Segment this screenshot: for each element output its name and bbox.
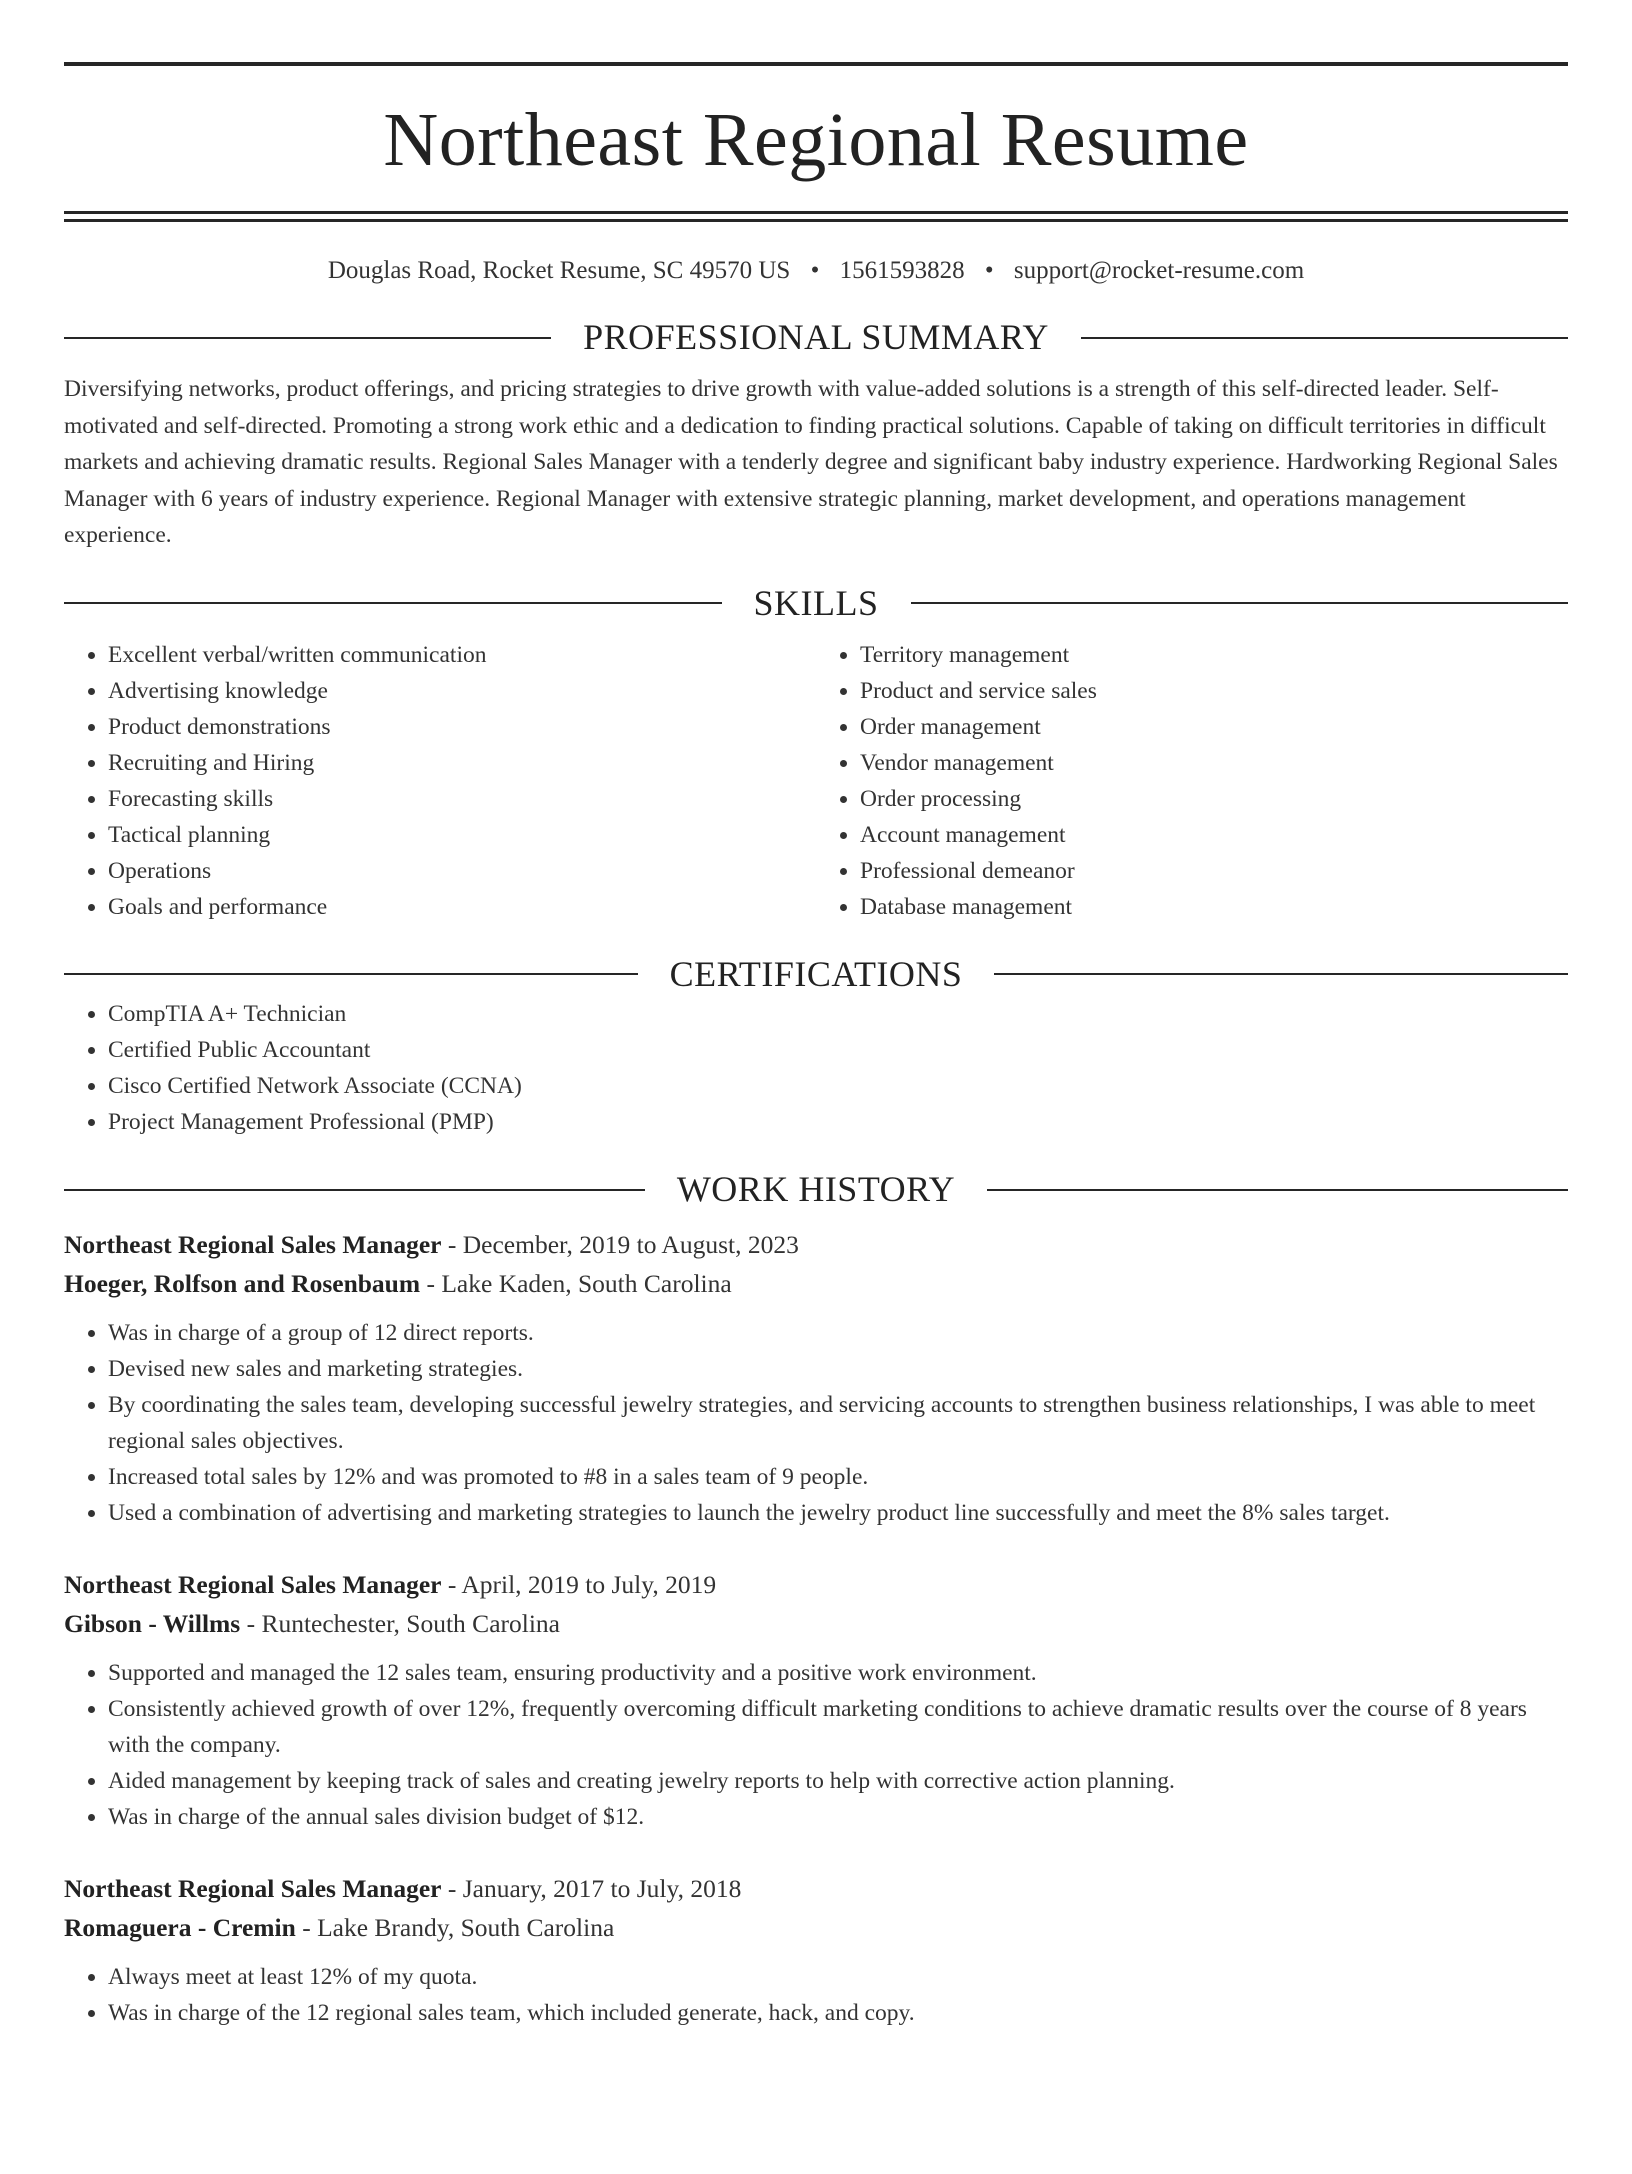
job-bullet: • Was in charge of the 12 regional sales team, which included generate, hack, and copy. <box>108 1995 1568 2031</box>
certification-item: • Certified Public Accountant <box>108 1032 1568 1068</box>
certification-item: • Project Management Professional (PMP) <box>108 1104 1568 1140</box>
certification-item: • Cisco Certified Network Associate (CCNA) <box>108 1068 1568 1104</box>
section-heading-skills <box>64 582 1568 625</box>
skill-item: • Forecasting skills <box>108 781 816 817</box>
section-title: WORK HISTORY <box>676 1169 956 1210</box>
job-bullet: • Aided management by keeping track of sales and creating jewelry reports to help with corrective action planning. <box>108 1763 1568 1799</box>
section-heading-work-history <box>64 1168 1568 1211</box>
job-company-line <box>64 1264 1568 1303</box>
skill-item: • Order management <box>860 709 1568 745</box>
job-dates: - December, 2019 to August, 2023 <box>447 1230 799 1260</box>
skill-item: • Recruiting and Hiring <box>108 745 816 781</box>
resume-page <box>0 62 1632 2174</box>
job-location: - Lake Brandy, South Carolina <box>302 1913 615 1943</box>
job-bullets <box>64 1959 1568 2031</box>
job-bullet: • Was in charge of a group of 12 direct reports. <box>108 1315 1568 1351</box>
job-title: Northeast Regional Sales Manager <box>64 1874 442 1904</box>
skill-item: • Excellent verbal/written communication <box>108 637 816 673</box>
job-bullet: • Always meet at least 12% of my quota. <box>108 1959 1568 1995</box>
heading-rule-right <box>994 973 1568 975</box>
skills-column-left <box>64 637 816 925</box>
contact-address: Douglas Road, Rocket Resume, SC 49570 US <box>327 257 791 284</box>
heading-rule-left <box>64 337 551 339</box>
heading-rule-left <box>64 1189 645 1191</box>
job-company: Hoeger, Rolfson and Rosenbaum <box>64 1269 421 1299</box>
job-bullet: • Was in charge of the annual sales division budget of $12. <box>108 1799 1568 1835</box>
job-location: - Lake Kaden, South Carolina <box>426 1269 732 1299</box>
skills-column-right <box>816 637 1568 925</box>
skill-item: • Vendor management <box>860 745 1568 781</box>
skill-item: • Tactical planning <box>108 817 816 853</box>
heading-rule-right <box>987 1189 1568 1191</box>
contact-line <box>64 256 1568 286</box>
job-title: Northeast Regional Sales Manager <box>64 1570 442 1600</box>
job-company-line <box>64 1908 1568 1947</box>
skill-item: • Goals and performance <box>108 889 816 925</box>
job-bullets <box>64 1315 1568 1531</box>
job-company: Gibson - Willms <box>64 1609 241 1639</box>
job-title: Northeast Regional Sales Manager <box>64 1230 442 1260</box>
job-bullet: • Devised new sales and marketing strategies. <box>108 1351 1568 1387</box>
job-company: Romaguera - Cremin <box>64 1913 296 1943</box>
skill-item: • Operations <box>108 853 816 889</box>
contact-separator: • <box>810 257 820 284</box>
skill-item: • Advertising knowledge <box>108 673 816 709</box>
title-top-rule <box>64 62 1568 66</box>
job-title-line <box>64 1225 1568 1264</box>
job-entry <box>64 1869 1568 2031</box>
skill-item: • Order processing <box>860 781 1568 817</box>
summary-text: Diversifying networks, product offerings, and pricing strategies to drive growth with value-added solutions is a strength of this self-directed leader. Self-motivated and self-directed. Promoting a strong work ethic and a dedication to finding practical solutions. Capable of taking on difficult territories in difficult markets and achieving dramatic results. Regional Sales Manager with a tenderly degree and significant baby industry experience. Hardworking Regional Sales Manager with 6 years of industry experience. Regional Manager with extensive strategic planning, market development, and operations management experience. <box>64 376 1558 549</box>
job-bullet: • Increased total sales by 12% and was promoted to #8 in a sales team of 9 people. <box>108 1459 1568 1495</box>
section-heading-summary <box>64 316 1568 359</box>
job-bullet: • By coordinating the sales team, developing successful jewelry strategies, and servicing accounts to strengthen business relationships, I was able to meet regional sales objectives. <box>108 1387 1568 1459</box>
section-title: PROFESSIONAL SUMMARY <box>583 317 1049 357</box>
section-title: SKILLS <box>753 582 879 623</box>
certifications-list <box>64 996 1568 1140</box>
skill-item: • Product demonstrations <box>108 709 816 745</box>
contact-separator: • <box>984 257 994 284</box>
skill-item: • Database management <box>860 889 1568 925</box>
job-bullet: • Used a combination of advertising and marketing strategies to launch the jewelry product line successfully and meet the 8% sales target. <box>108 1495 1568 1531</box>
job-entry <box>64 1225 1568 1531</box>
contact-phone: 1561593828 <box>839 257 965 284</box>
job-bullets <box>64 1655 1568 1835</box>
certification-item: • CompTIA A+ Technician <box>108 996 1568 1032</box>
title-bottom-double-rule <box>64 211 1568 222</box>
section-heading-certifications <box>64 953 1568 996</box>
heading-rule-left <box>64 602 722 604</box>
skills-list <box>64 637 1568 925</box>
heading-rule-left <box>64 973 638 975</box>
skill-item: • Professional demeanor <box>860 853 1568 889</box>
skill-item: • Product and service sales <box>860 673 1568 709</box>
heading-rule-right <box>1081 337 1568 339</box>
page-title: Northeast Regional Resume <box>383 98 1249 182</box>
heading-rule-right <box>911 602 1569 604</box>
contact-email: support@rocket-resume.com <box>1013 257 1305 284</box>
job-title-line <box>64 1869 1568 1908</box>
job-bullet: • Supported and managed the 12 sales team, ensuring productivity and a positive work environment. <box>108 1655 1568 1691</box>
skill-item: • Territory management <box>860 637 1568 673</box>
job-dates: - January, 2017 to July, 2018 <box>447 1874 742 1904</box>
job-title-line <box>64 1565 1568 1604</box>
job-dates: - April, 2019 to July, 2019 <box>447 1570 717 1600</box>
job-company-line <box>64 1604 1568 1643</box>
section-title: CERTIFICATIONS <box>669 953 963 994</box>
skill-item: • Account management <box>860 817 1568 853</box>
job-location: - Runtechester, South Carolina <box>246 1609 560 1639</box>
job-bullet: • Consistently achieved growth of over 12%, frequently overcoming difficult marketing conditions to achieve dramatic results over the course of 8 years with the company. <box>108 1691 1568 1763</box>
job-entry <box>64 1565 1568 1835</box>
